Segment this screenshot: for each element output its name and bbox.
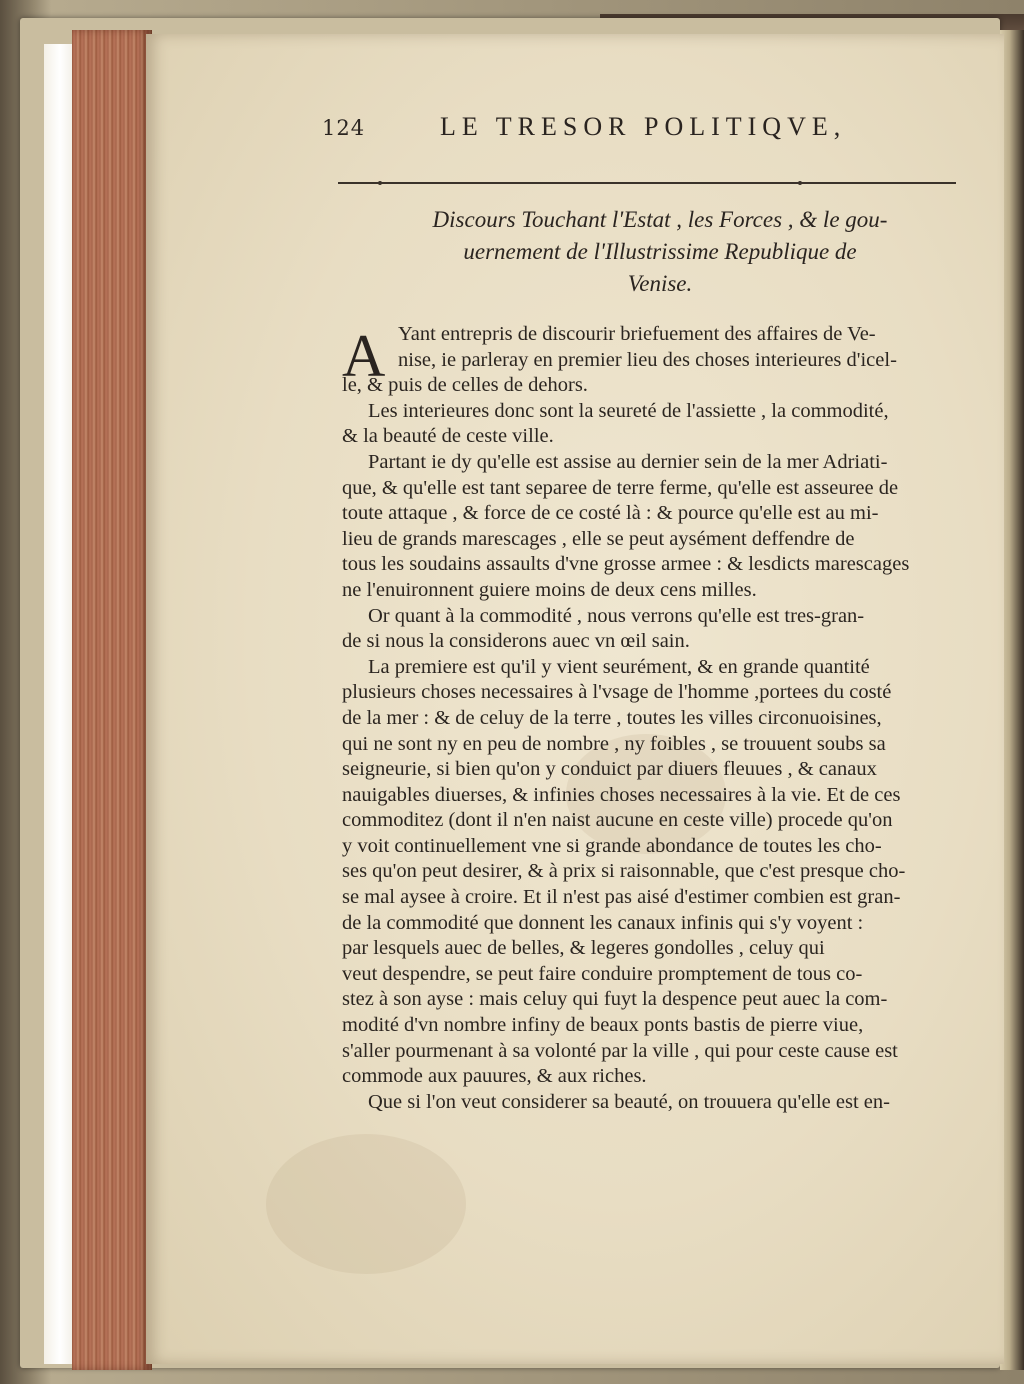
text-line: qui ne sont ny en peu de nombre , ny foibles , se trouuent soubs sa: [342, 732, 886, 755]
text-line: commode aux pauures, & aux riches.: [342, 1065, 647, 1088]
text-line: plusieurs choses necessaires à l'vsage de l'homme ,portees du costé: [342, 681, 892, 704]
page-number: 124: [322, 116, 366, 140]
text-line: s'aller pourmenant à sa volonté par la ville , qui pour ceste cause est: [342, 1039, 898, 1062]
text-line: lieu de grands marescages , elle se peut aysément deffendre de: [342, 527, 855, 550]
text-line: commoditez (dont il n'en naist aucune en ceste ville) procede qu'on: [342, 809, 893, 832]
text-line: toute attaque , & force de ce costé là : & pource qu'elle est au mi-: [342, 502, 879, 525]
text-line: ne l'enuironnent guiere moins de deux cens milles.: [342, 578, 757, 601]
text-line: La premiere est qu'il y vient seurément, & en grande quantité: [368, 655, 870, 678]
text-line: y voit continuellement vne si grande abondance de toutes les cho-: [342, 834, 882, 857]
page-stack-edge: [72, 30, 152, 1370]
text-line: Partant ie dy qu'elle est assise au dernier sein de la mer Adriati-: [368, 450, 888, 473]
text-line: par lesquels auec de belles, & legeres gondolles , celuy qui: [342, 937, 825, 960]
text-line: modité d'vn nombre infiny de beaux ponts bastis de pierre viue,: [342, 1014, 864, 1037]
paper-stain: [266, 1134, 466, 1274]
section-title: [380, 204, 940, 300]
text-line: de si nous la considerons auec vn œil sain.: [342, 630, 690, 653]
text-line: de la mer : & de celuy de la terre , toutes les villes circonuoisines,: [342, 706, 882, 729]
text-line: ses qu'on peut desirer, & à prix si raisonnable, que c'est presque cho-: [342, 860, 906, 883]
header-rule: [338, 182, 956, 184]
text-line: stez à son ayse : mais celuy qui fuyt la despence peut auec la com-: [342, 988, 888, 1011]
text-line: que, & qu'elle est tant separee de terre ferme, qu'elle est asseuree de: [342, 476, 899, 499]
text-line: Les interieures donc sont la seureté de l'assiette , la commodité,: [368, 399, 889, 422]
text-line: Or quant à la commodité , nous verrons qu'elle est tres-gran-: [368, 604, 865, 627]
text-line: le, & puis de celles de dehors.: [342, 374, 588, 397]
text-line: veut despendre, se peut faire conduire promptement de tous co-: [342, 962, 863, 985]
text-line: Que si l'on veut considerer sa beauté, on trouuera qu'elle est en-: [368, 1090, 890, 1113]
text-line: se mal aysee à croire. Et il n'est pas aisé d'estimer combien est gran-: [342, 886, 901, 909]
section-title-line: Venise.: [627, 271, 693, 296]
text-line: seigneurie, si bien qu'on y conduict par diuers fleuues , & canaux: [342, 758, 877, 781]
section-title-line: uernement de l'Illustrissime Republique de: [463, 239, 857, 264]
text-line: nise, ie parleray en premier lieu des choses interieures d'icel-: [398, 348, 897, 371]
text-line: & la beauté de ceste ville.: [342, 425, 554, 448]
body-text: [342, 322, 978, 1115]
running-head: [322, 112, 962, 152]
section-title-line: Discours Touchant l'Estat , les Forces , & le gou-: [432, 207, 888, 232]
drop-cap: A: [342, 323, 386, 389]
running-title: LE TRESOR POLITIQVE,: [440, 112, 847, 141]
text-line: nauigables diuerses, & infinies choses necessaires à la vie. Et de ces: [342, 783, 901, 806]
text-line: tous les soudains assaults d'vne grosse armee : & lesdicts marescages: [342, 553, 910, 576]
text-line: Yant entrepris de discourir briefuement des affaires de Ve-: [398, 323, 876, 345]
text-line: de la commodité que donnent les canaux infinis qui s'y voyent :: [342, 911, 864, 934]
